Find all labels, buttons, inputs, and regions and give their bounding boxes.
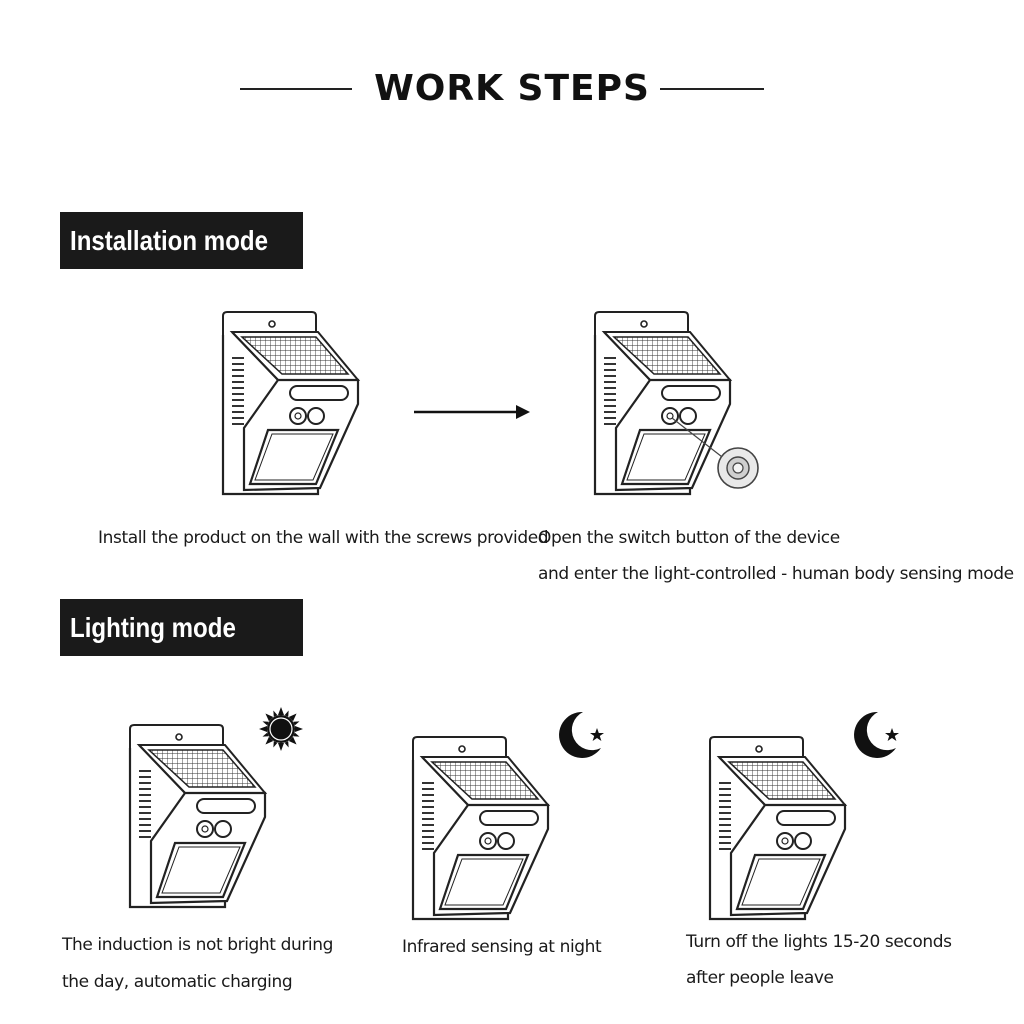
off-caption-line1: Turn off the lights 15-20 seconds bbox=[686, 932, 952, 952]
lighting-mode-banner bbox=[60, 599, 303, 656]
switch-button-icon bbox=[718, 448, 758, 488]
arrow-right-icon bbox=[412, 402, 532, 422]
night-caption: Infrared sensing at night bbox=[402, 937, 602, 957]
device-install-illustration bbox=[220, 310, 360, 496]
moon-star-icon-off bbox=[848, 708, 902, 762]
sun-icon bbox=[258, 706, 304, 752]
installation-mode-label: Installation mode bbox=[70, 225, 269, 256]
title-rule-right bbox=[660, 88, 764, 90]
device-day-illustration bbox=[127, 723, 267, 909]
device-night-illustration bbox=[410, 735, 550, 921]
day-caption-line2: the day, automatic charging bbox=[62, 972, 293, 992]
switch-step-caption-line2: and enter the light-controlled - human body sensing mode bbox=[538, 564, 1014, 584]
moon-star-icon-night bbox=[553, 708, 607, 762]
switch-step-caption-line1: Open the switch button of the device bbox=[538, 528, 840, 548]
day-caption-line1: The induction is not bright during bbox=[62, 935, 334, 955]
install-step-caption: Install the product on the wall with the screws provided bbox=[98, 528, 549, 548]
off-caption-line2: after people leave bbox=[686, 968, 834, 988]
device-switch-illustration bbox=[592, 310, 772, 496]
device-off-illustration bbox=[707, 735, 847, 921]
lighting-mode-label: Lighting mode bbox=[70, 612, 236, 643]
installation-mode-banner bbox=[60, 212, 303, 269]
page-title: WORK STEPS bbox=[374, 68, 650, 109]
